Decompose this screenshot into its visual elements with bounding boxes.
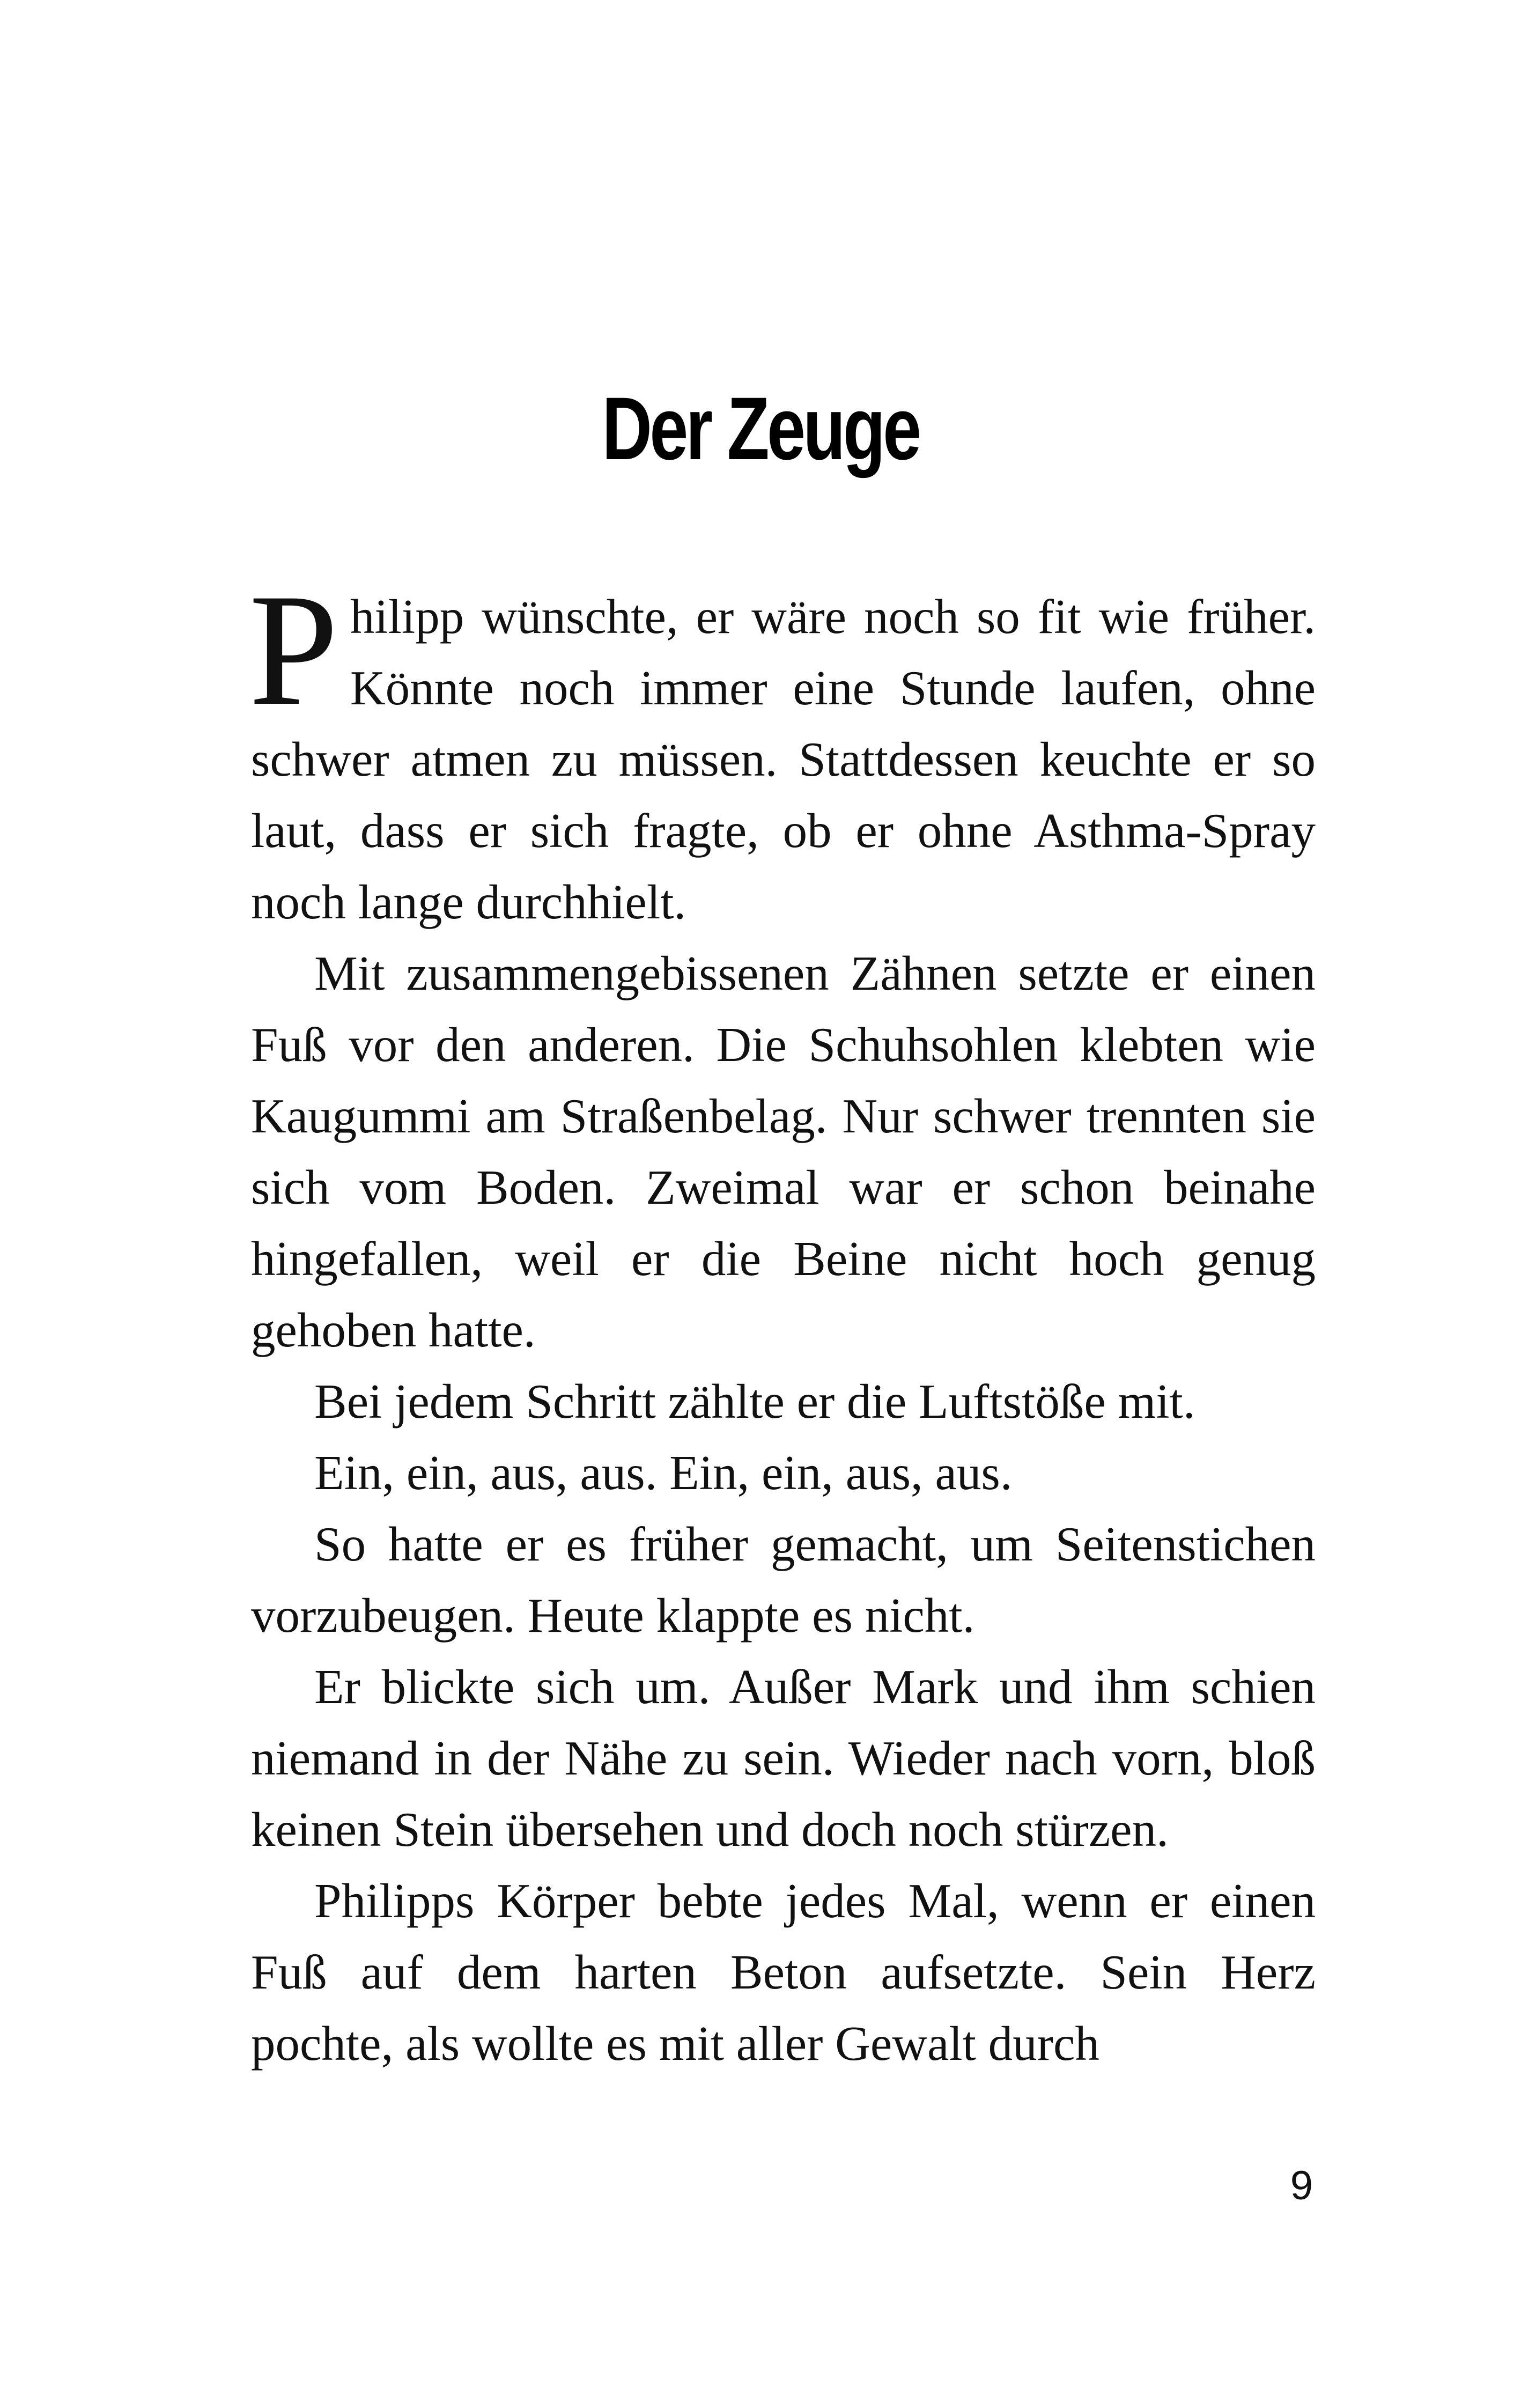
chapter-title: Der Zeuge <box>602 379 919 478</box>
body-text <box>249 561 1316 2079</box>
page-number: 9 <box>1290 2163 1313 2208</box>
drop-cap: P <box>249 561 338 739</box>
paragraph-1-text: hilipp wünschte, er wäre noch so fit wie früher. Könnte noch immer eine Stunde laufen, ohne schwer atmen zu müssen. Stattdessen keuchte er so laut, dass er sich fragte, ob er ohne Asthma-Spray noch lange durchhielt. <box>251 590 1316 929</box>
paragraph-3: Bei jedem Schritt zählte er die Luftstöße mit. <box>314 1374 1195 1428</box>
paragraph-1 <box>249 561 1316 938</box>
paragraph-2: Mit zusammengebissenen Zähnen setzte er einen Fuß vor den anderen. Die Schuhsohlen klebten wie Kaugummi am Straßenbelag. Nur schwer trennten sie sich vom Boden. Zweimal war er schon beinahe hingefallen, weil er die Beine nicht hoch genug gehoben hatte. <box>251 946 1316 1357</box>
paragraph-5: So hatte er es früher gemacht, um Seitenstichen vorzubeugen. Heute klappte es nicht. <box>251 1517 1316 1643</box>
paragraph-6: Er blickte sich um. Außer Mark und ihm schien niemand in der Nähe zu sein. Wieder nach vorn, bloß keinen Stein übersehen und doch noch stürzen. <box>251 1660 1316 1857</box>
paragraph-4: Ein, ein, aus, aus. Ein, ein, aus, aus. <box>314 1446 1013 1500</box>
paragraph-7: Philipps Körper bebte jedes Mal, wenn er einen Fuß auf dem harten Beton aufsetzte. Sein Herz pochte, als wollte es mit aller Gewalt durch <box>251 1874 1316 2071</box>
